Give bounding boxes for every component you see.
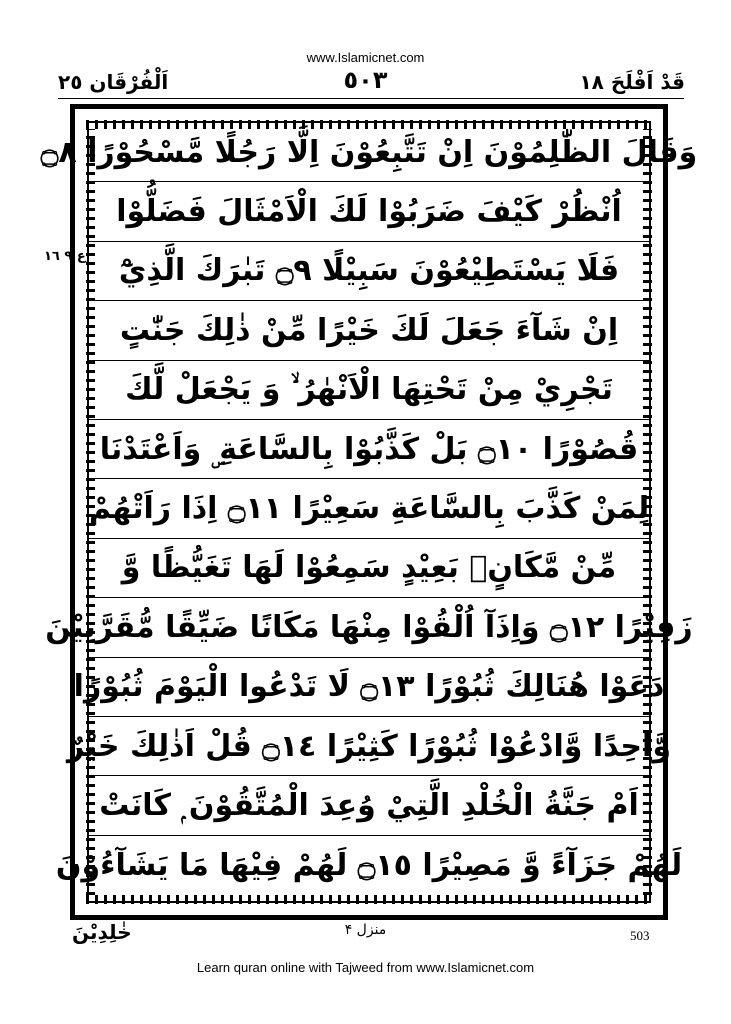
text-line-4: اِنْ شَآءَ جَعَلَ لَكَ خَيْرًا مِّنْ ذٰلِكَ جَنّٰتٍ xyxy=(89,301,649,360)
text-line-3: فَلَا يَسْتَطِيْعُوْنَ سَبِيْلًا ۝٩ تَبٰرَكَ الَّذِيْٓ xyxy=(89,242,649,301)
text-line-2: اُنْظُرْ كَيْفَ ضَرَبُوْا لَكَ الْاَمْثَالَ فَضَلُّوْا xyxy=(89,182,649,241)
text-line-9: زَفِيْرًا ۝١٢ وَاِذَآ اُلْقُوْا مِنْهَا مَكَانًا ضَيِّقًا مُّقَرَّنِيْنَ xyxy=(89,598,649,657)
page-number-latin: 503 xyxy=(630,928,650,943)
juz-title: قَدْ اَفْلَحَ ١٨ xyxy=(579,70,685,94)
site-url-bottom: Learn quran online with Tajweed from www.Islamicnet.com xyxy=(196,960,535,975)
catchword: خٰلِدِيْنَ xyxy=(72,920,132,944)
text-line-6: قُصُوْرًا ۝١٠ بَلْ كَذَّبُوْا بِالسَّاعَةِ ۣ وَاَعْتَدْنَا xyxy=(89,420,649,479)
surah-title: اَلْفُرْقَان ٢٥ xyxy=(58,70,169,94)
text-line-12: اَمْ جَنَّةُ الْخُلْدِ الَّتِيْ وُعِدَ الْمُتَّقُوْنَ ۭ كَانَتْ xyxy=(89,776,649,835)
text-line-10: دَعَوْا هُنَالِكَ ثُبُوْرًا ۝١٣ لَا تَدْعُوا الْيَوْمَ ثُبُوْرًا xyxy=(89,658,649,717)
ruku-marker: ع ٩ ١٦ xyxy=(44,249,86,264)
text-line-7: لِمَنْ كَذَّبَ بِالسَّاعَةِ سَعِيْرًا ۝١١ اِذَا رَاَتْهُمْ xyxy=(89,479,649,538)
page-number-arabic: ٥٠٣ xyxy=(343,66,388,94)
header-rule xyxy=(58,98,684,99)
site-url-top: www.Islamicnet.com xyxy=(306,50,425,65)
text-line-13: لَهُمْ جَزَآءً وَّ مَصِيْرًا ۝١٥ لَهُمْ فِيْهَا مَا يَشَآءُوْنَ xyxy=(55,847,683,883)
text-line-8: مِّنْ مَّكَانٍۭ بَعِيْدٍ سَمِعُوْا لَهَا تَغَيُّظًا وَّ xyxy=(89,539,649,598)
text-line-1: وَقَالَ الظّٰلِمُوْنَ اِنْ تَتَّبِعُوْنَ اِلَّا رَجُلًا مَّسْحُوْرًا ۝٨ xyxy=(89,123,649,182)
text-line-11: وَّاحِدًا وَّادْعُوْا ثُبُوْرًا كَثِيْرًا ۝١٤ قُلْ اَذٰلِكَ خَيْرٌ xyxy=(89,717,649,776)
text-line-5: تَجْرِيْ مِنْ تَحْتِهَا الْاَنْهٰرُ ۙ وَ يَجْعَلْ لَّكَ xyxy=(89,361,649,420)
manzil-label: منزل ۴ xyxy=(344,922,387,938)
